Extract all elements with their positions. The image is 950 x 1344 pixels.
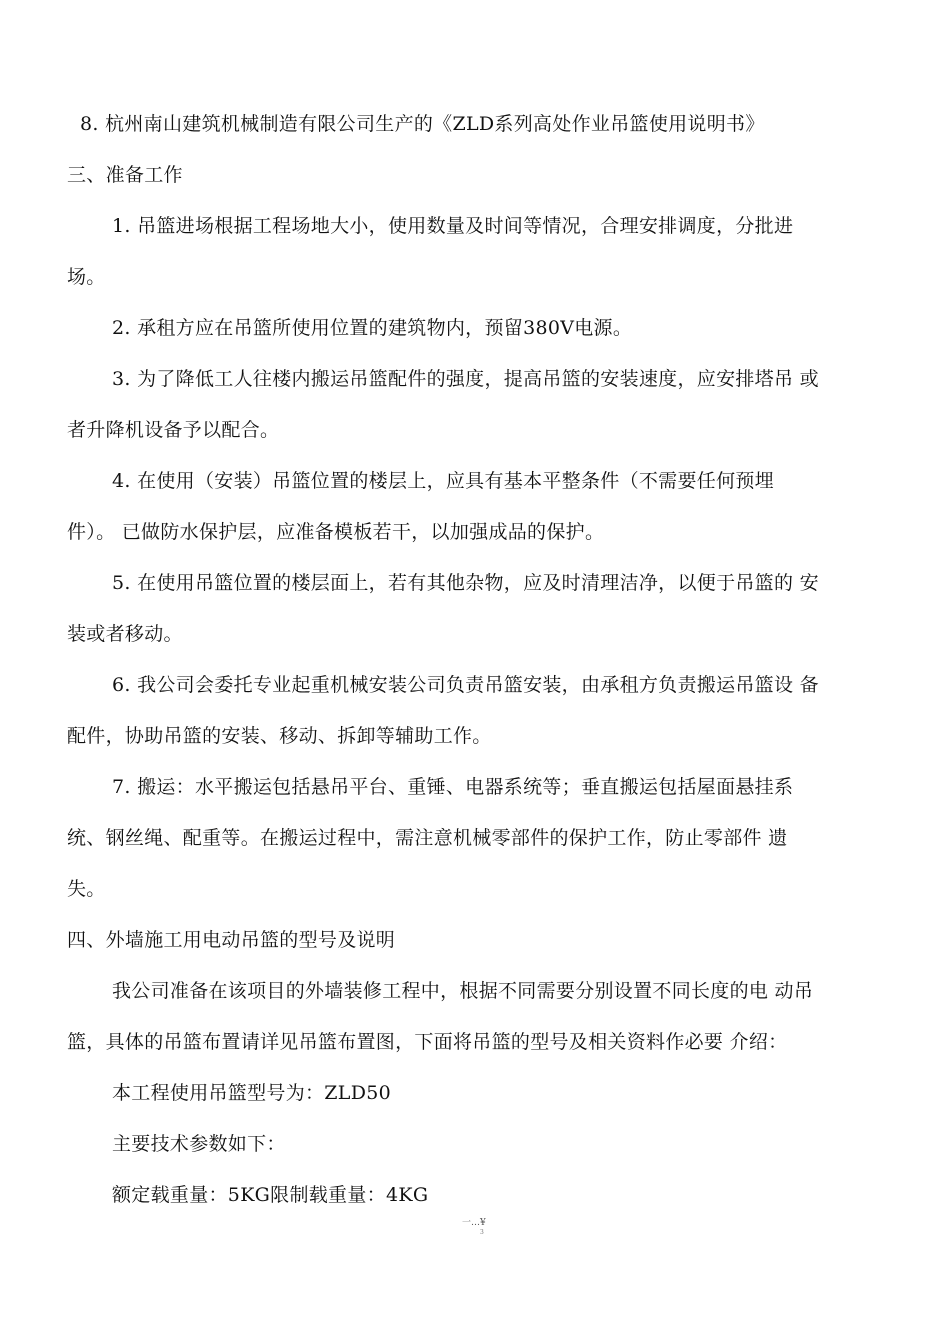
paragraph-1-line-2: 场。: [67, 266, 106, 288]
paragraph-5-line-1: 5. 在使用吊篮位置的楼层面上，若有其他杂物，应及时清理洁净，以便于吊篮的 安: [112, 572, 819, 594]
intro-paragraph-line-2: 篮，具体的吊篮布置请详见吊篮布置图，下面将吊篮的型号及相关资料作必要 介绍：: [67, 1031, 788, 1053]
paragraph-1-line-1: 1. 吊篮进场根据工程场地大小，使用数量及时间等情况，合理安排调度，分批进: [112, 215, 794, 237]
paragraph-6-line-2: 配件，协助吊篮的安装、移动、拆卸等辅助工作。: [67, 725, 492, 747]
page-footer-mark: 一…¥: [462, 1218, 486, 1228]
model-line: 本工程使用吊篮型号为：ZLD50: [112, 1082, 392, 1104]
paragraph-7-line-1: 7. 搬运：水平搬运包括悬吊平台、重锤、电器系统等；垂直搬运包括屋面悬挂系: [112, 776, 794, 798]
paragraph-3-line-1: 3. 为了降低工人往楼内搬运吊篮配件的强度，提高吊篮的安装速度，应安排塔吊 或: [112, 368, 819, 390]
page-number: 3: [480, 1229, 484, 1236]
reference-item-8: 8. 杭州南山建筑机械制造有限公司生产的《ZLD系列高处作业吊篮使用说明书》: [80, 113, 765, 135]
paragraph-2: 2. 承租方应在吊篮所使用位置的建筑物内，预留380V电源。: [112, 317, 633, 339]
intro-paragraph-line-1: 我公司准备在该项目的外墙装修工程中，根据不同需要分别设置不同长度的电 动吊: [112, 980, 814, 1002]
paragraph-7-line-3: 失。: [67, 878, 106, 900]
paragraph-5-line-2: 装或者移动。: [67, 623, 183, 645]
section-heading-models: 四、外墙施工用电动吊篮的型号及说明: [67, 929, 396, 951]
parameters-heading: 主要技术参数如下：: [112, 1133, 286, 1155]
paragraph-7-line-2: 统、钢丝绳、配重等。在搬运过程中，需注意机械零部件的保护工作，防止零部件 遗: [67, 827, 788, 849]
paragraph-4-line-2: 件）。 已做防水保护层，应准备模板若干，以加强成品的保护。: [67, 521, 605, 543]
load-capacity-line: 额定载重量：5KG限制载重量：4KG: [112, 1184, 429, 1206]
paragraph-6-line-1: 6. 我公司会委托专业起重机械安装公司负责吊篮安装，由承租方负责搬运吊篮设 备: [112, 674, 819, 696]
section-heading-preparation: 三、准备工作: [67, 164, 183, 186]
paragraph-3-line-2: 者升降机设备予以配合。: [67, 419, 280, 441]
paragraph-4-line-1: 4. 在使用（安装）吊篮位置的楼层上，应具有基本平整条件（不需要任何预埋: [112, 470, 774, 492]
